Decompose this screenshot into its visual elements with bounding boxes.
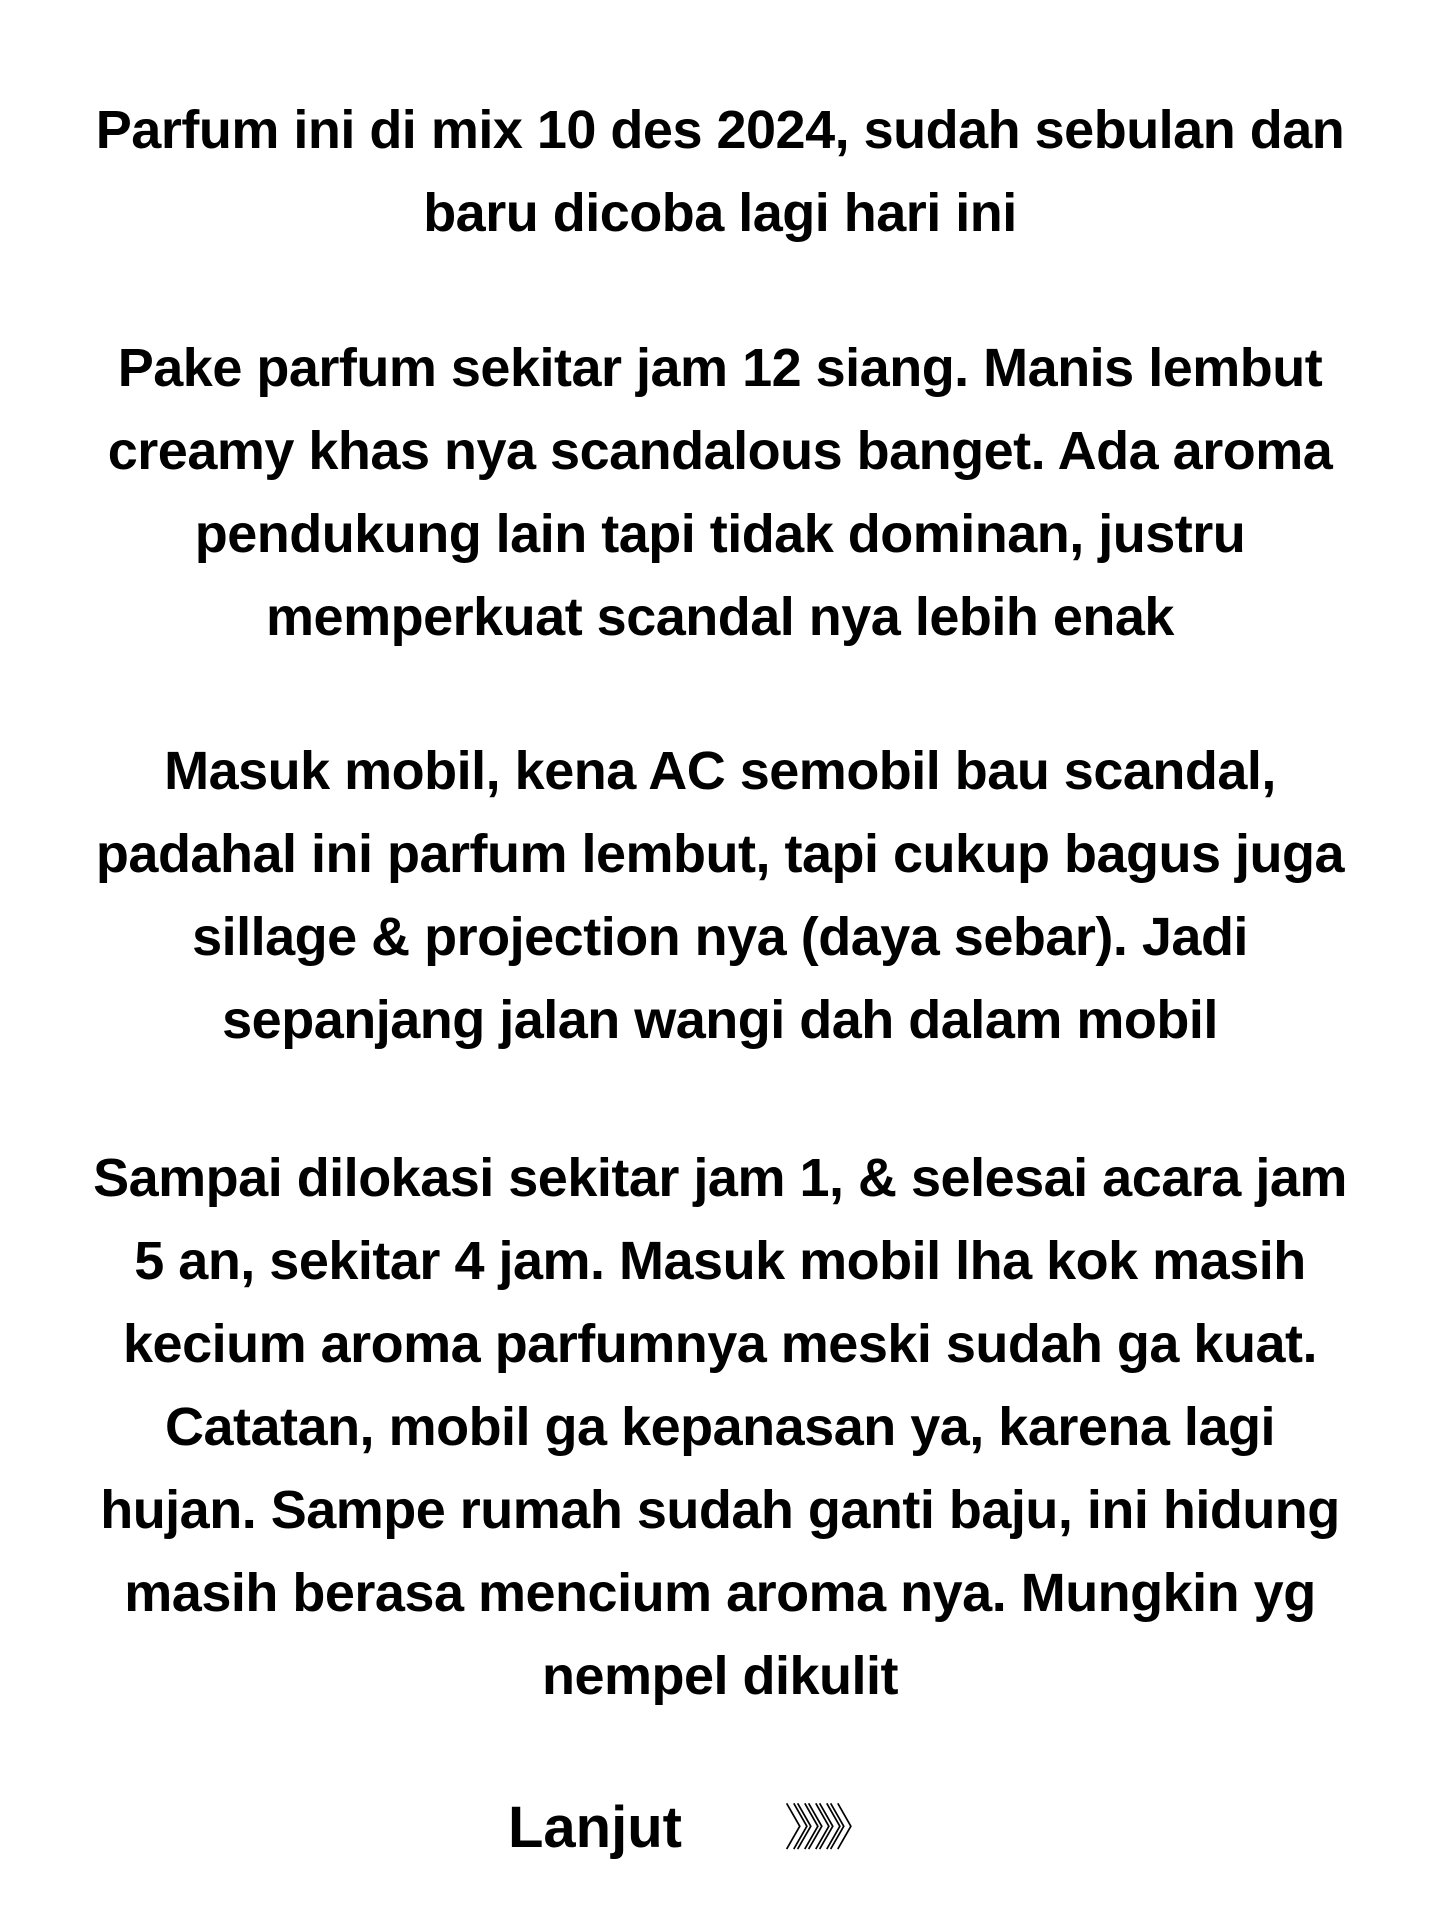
text-line: sepanjang jalan wangi dah dalam mobil [222, 990, 1218, 1050]
continue-label[interactable]: Lanjut [508, 1795, 682, 1860]
text-line: Masuk mobil, kena AC semobil bau scandal, [164, 741, 1276, 801]
text-line: Parfum ini di mix 10 des 2024, sudah sebulan dan [95, 100, 1345, 160]
text-line: Pake parfum sekitar jam 12 siang. Manis lembut [117, 338, 1323, 398]
text-line: padahal ini parfum lembut, tapi cukup bagus juga [95, 824, 1345, 884]
text-line: sillage & projection nya (daya sebar). Jadi [192, 907, 1248, 967]
text-line: memperkuat scandal nya lebih enak [266, 587, 1174, 647]
paragraph-projection [30, 730, 1410, 1062]
paragraph-longevity [30, 1137, 1410, 1718]
paragraph-first-impression [30, 327, 1410, 659]
text-line: pendukung lain tapi tidak dominan, justru [194, 504, 1246, 564]
double-chevron-right-icon[interactable]: 》》》》》 [784, 1799, 864, 1857]
text-line: Sampai dilokasi sekitar jam 1, & selesai acara jam [93, 1148, 1347, 1208]
text-line: masih berasa mencium aroma nya. Mungkin yg [124, 1563, 1316, 1623]
text-line: hujan. Sampe rumah sudah ganti baju, ini hidung [100, 1480, 1340, 1540]
continue-prompt[interactable] [0, 1783, 1440, 1873]
paragraph-intro [30, 89, 1410, 255]
text-line: kecium aroma parfumnya meski sudah ga kuat. [123, 1314, 1317, 1374]
text-line: baru dicoba lagi hari ini [423, 183, 1017, 243]
text-line: Catatan, mobil ga kepanasan ya, karena lagi [165, 1397, 1275, 1457]
text-line: creamy khas nya scandalous banget. Ada aroma [107, 421, 1333, 481]
text-line: 5 an, sekitar 4 jam. Masuk mobil lha kok masih [134, 1231, 1306, 1291]
text-line: nempel dikulit [541, 1646, 899, 1706]
